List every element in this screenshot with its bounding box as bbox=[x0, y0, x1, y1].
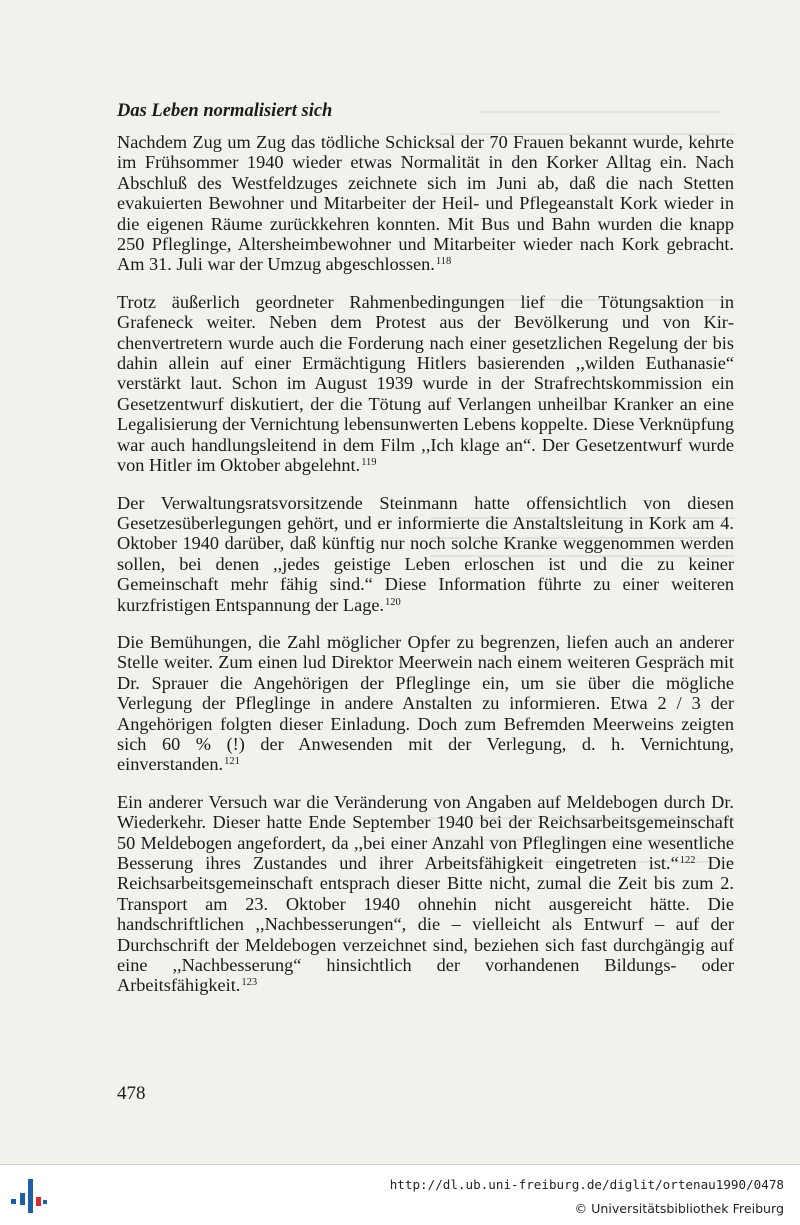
ub-freiburg-logo-icon bbox=[9, 1177, 49, 1215]
paragraph-1: Nachdem Zug um Zug das tödliche Schicksal der 70 Frauen bekannt wurde, kehrte im Frühsommer 1940 wieder etwas Normalität in den Korker Alltag ein. Nach Abschluß des Westfeldzuges zeichnete sich im Juni ab, daß die nach Stetten evakuierten Bewohner und Mitarbeiter der Heil- und Pflegeanstalt Kork wieder in die eigenen Räume zurückkehren konnten. Mit Bus und Bahn wurden die knapp 250 Pfleglinge, Altersheimbewohner und Mitarbeiter wieder nach Kork gebracht. Am 31. Juli war der Umzug abgeschlossen.$^{118}$ bbox=[117, 132, 734, 275]
copyright-text: © Universitätsbibliothek Freiburg bbox=[574, 1201, 784, 1216]
library-footer bbox=[0, 1164, 800, 1225]
footnote-ref-123: 123 bbox=[241, 977, 258, 989]
source-url-link[interactable]: http://dl.ub.uni-freiburg.de/diglit/ortenau1990/0478 bbox=[389, 1177, 784, 1192]
paragraph-5: Ein anderer Versuch war die Veränderung von Angaben auf Meldebogen durch Dr. Wiederkehr. Dieser hatte Ende September 1940 bei der Reichsarbeitsgemeinschaft 50 Meldebogen angefordert, da ,,bei einer Anzahl von Pfleglingen eine wesentliche Besserung ihres Zustandes und ihrer Arbeitsfähigkeit eingetreten ist.“$^{122}$ Die Reichsarbeitsgemeinschaft entsprach dieser Bitte nicht, zumal die Zeit bis zum 2. Transport am 23. Oktober 1940 ohnehin nicht ausgereicht hätte. Die handschriftlichen ,,Nachbesserungen“, die – vielleicht als Entwurf – auf der Durchschrift der Meldebogen verzeichnet sind, beziehen sich fast durchgängig auf eine ,,Nachbesserung“ hinsichtlich der vorhandenen Bildungs- oder Arbeitsfähigkeit.$^{123}$ bbox=[117, 791, 734, 996]
footnote-ref-119: 119 bbox=[361, 457, 377, 469]
paragraph-3: Der Verwaltungsratsvorsitzende Steinmann hatte offensichtlich von diesen Gesetzesüberlegungen gehört, und er informierte die Anstaltsleitung in Kork am 4. Oktober 1940 darüber, daß künftig nur noch solche Kranke weggenommen werden sollen, bei denen ,,jedes geistige Leben erloschen ist und die zu keiner Gemeinschaft mehr fähig sind.“ Diese Information führte zu einer weiteren kurzfristigen Entspannung der Lage.$^{120}$ bbox=[117, 492, 734, 615]
document-page bbox=[117, 100, 734, 1013]
section-heading: Das Leben normalisiert sich bbox=[117, 101, 333, 121]
footnote-ref-121: 121 bbox=[224, 756, 240, 768]
footnote-ref-122: 122 bbox=[679, 855, 696, 866]
paragraph-4: Die Bemühungen, die Zahl möglicher Opfer zu begrenzen, liefen auch an anderer Stelle weiter. Zum einen lud Direktor Meerwein nach einem weiteren Gespräch mit Dr. Sprauer die Angehörigen der Pfleglinge ein, um sie über die mögliche Verlegung der Pfleglinge in andere Anstalten zu informieren. Etwa 2 / 3 der Angehörigen folgten dieser Einladung. Doch zum Befremden Meerweins zeigten sich 60 % (!) der Anwesenden mit der Verlegung, d. h. Vernichtung, einverstanden.$^{121}$ bbox=[117, 631, 734, 775]
footnote-ref-120: 120 bbox=[385, 596, 401, 608]
footnote-ref-118: 118 bbox=[435, 256, 452, 268]
page-number: 478 bbox=[117, 1083, 146, 1104]
paragraph-2: Trotz äußerlich geordneter Rahmenbedingungen lief die Tötungsaktion in Grafeneck weiter. Neben dem Protest aus der Bevölkerung und von Kirchenvertretern wurde auch die Forderung nach einer gesetzlichen Regelung der bis dahin allein auf einer Ermächtigung Hitlers basierenden ,,wilden Euthanasie“ verstärkt laut. Schon im August 1939 wurde in der Strafrechtskommission ein Gesetzentwurf diskutiert, der die Tötung auf Verlangen unheilbar Kranker an eine Legalisierung der Vernichtung lebensunwerten Lebens koppelte. Diese Verknüpfung war auch handlungsleitend in dem Film ,,Ich klage an“. Der Gesetzentwurf wurde von Hitler im Oktober abgelehnt.$^{119}$ bbox=[117, 291, 734, 476]
